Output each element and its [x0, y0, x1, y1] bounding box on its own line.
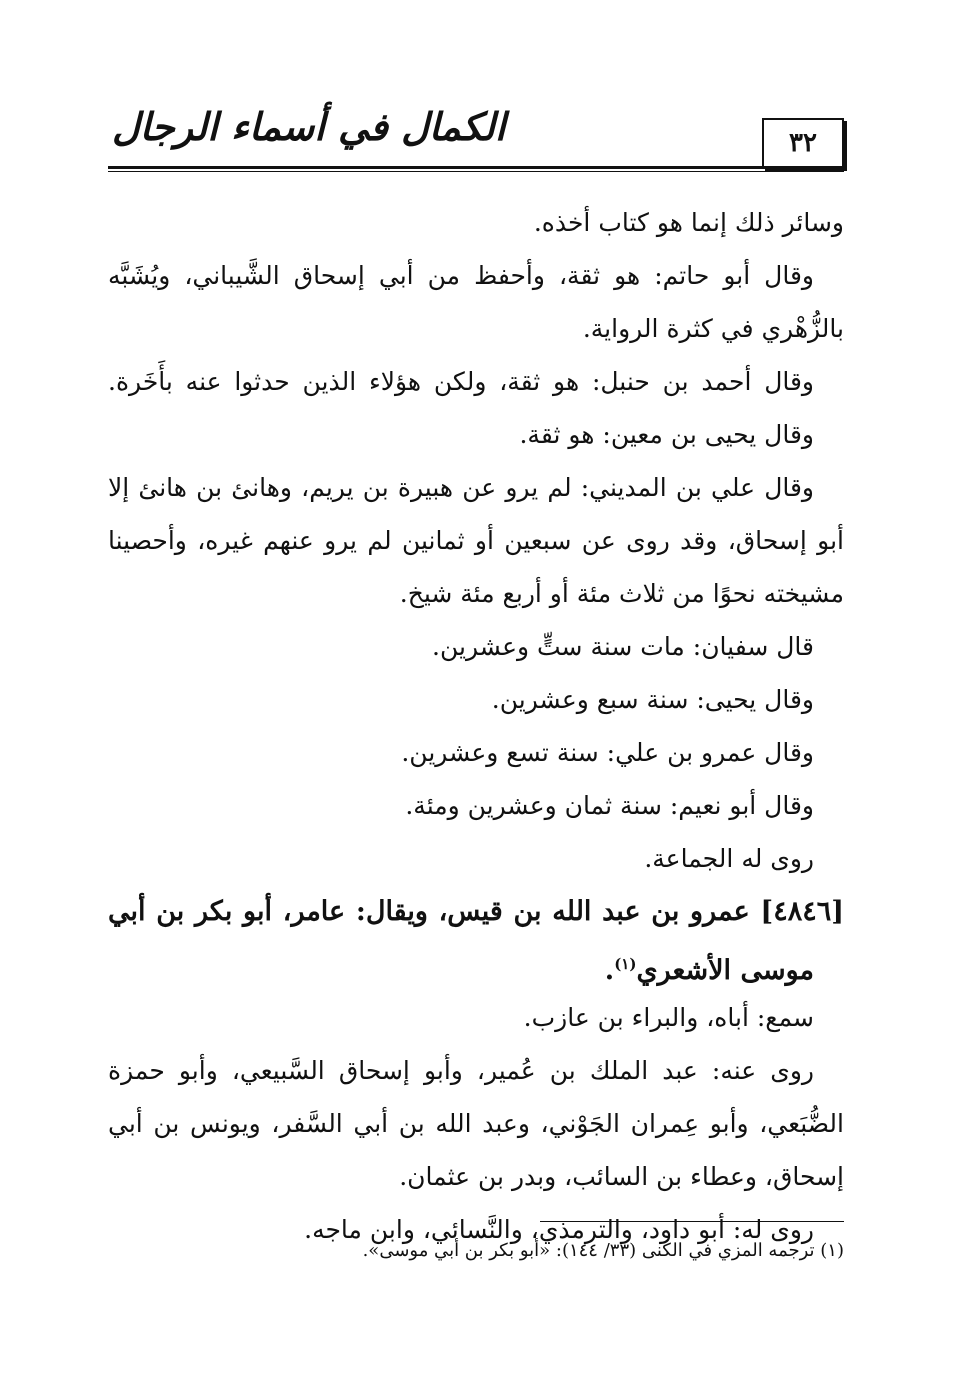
text-line: مشيخته نحوًا من ثلاث مئة أو أربع مئة شيخ.: [399, 579, 844, 608]
page-body: [108, 196, 844, 1256]
text-line: وسائر ذلك إنما هو كتاب أخذه.: [533, 208, 844, 237]
text-line: وقال أبو نعيم: سنة ثمان وعشرين ومئة.: [405, 791, 814, 820]
text-line: وقال أبو حاتم: هو ثقة، وأحفظ من أبي إسحاق الشَّيباني، ويُشَبَّه: [108, 261, 814, 290]
paragraph-block-2: [108, 991, 844, 1256]
entry-heading-line-1: [٤٨٤٦] عمرو بن عبد الله بن قيس، ويقال: عامر، أبو بكر بن أبي: [108, 896, 844, 927]
text-line: بالزُّهْري في كثرة الرواية.: [582, 314, 844, 343]
footnote-separator: [540, 1221, 844, 1222]
text-line: وقال عمرو بن علي: سنة تسع وعشرين.: [401, 738, 814, 767]
page-header: [108, 100, 844, 170]
text-line: إسحاق، وعطاء بن السائب، وبدر بن عثمان.: [399, 1162, 844, 1191]
text-line: الضُّبَعي، وأبو عِمران الجَوْني، وعبد الله بن أبي السَّفر، ويونس بن أبي: [108, 1109, 844, 1138]
book-title: الكمال في أسماء الرجال: [112, 104, 506, 149]
text-line: روى له الجماعة.: [644, 844, 814, 873]
header-rule-thin: [108, 171, 844, 172]
entry-name: موسى الأشعري: [636, 955, 814, 986]
text-line: روى عنه: عبد الملك بن عُمير، وأبو إسحاق السَّبيعي، وأبو حمزة: [108, 1056, 814, 1085]
text-line: وقال أحمد بن حنبل: هو ثقة، ولكن هؤلاء الذين حدثوا عنه بأَخَرة.: [108, 367, 814, 396]
entry-heading-line-2: [108, 938, 844, 991]
text-line: روى له: أبو داود، والترمذي، والنَّسائي، وابن ماجه.: [304, 1215, 814, 1244]
entry-end: .: [604, 955, 615, 986]
footnote: (١) ترجمه المزي في الكنى (٣٣/ ١٤٤): «أبو بكر بن أبي موسى».: [362, 1240, 844, 1261]
header-rule: [108, 166, 844, 169]
text-line: قال سفيان: مات سنة ستٍّ وعشرين.: [432, 632, 814, 661]
paragraph-block-1: [108, 196, 844, 885]
text-line: وقال يحيى بن معين: هو ثقة.: [519, 420, 814, 449]
text-line: وقال علي بن المديني: لم يرو عن هبيرة بن يريم، وهانئ بن هانئ إلا: [108, 473, 814, 502]
page-number: ٣٢: [762, 118, 844, 168]
text-line: وقال يحيى: سنة سبع وعشرين.: [491, 685, 814, 714]
text-line: أبو إسحاق، وقد روى عن سبعين أو ثمانين لم يرو عنهم غيره، وأحصينا: [108, 526, 844, 555]
text-line: سمع: أباه، والبراء بن عازب.: [523, 1003, 814, 1032]
footnote-marker[interactable]: (١): [614, 955, 637, 973]
